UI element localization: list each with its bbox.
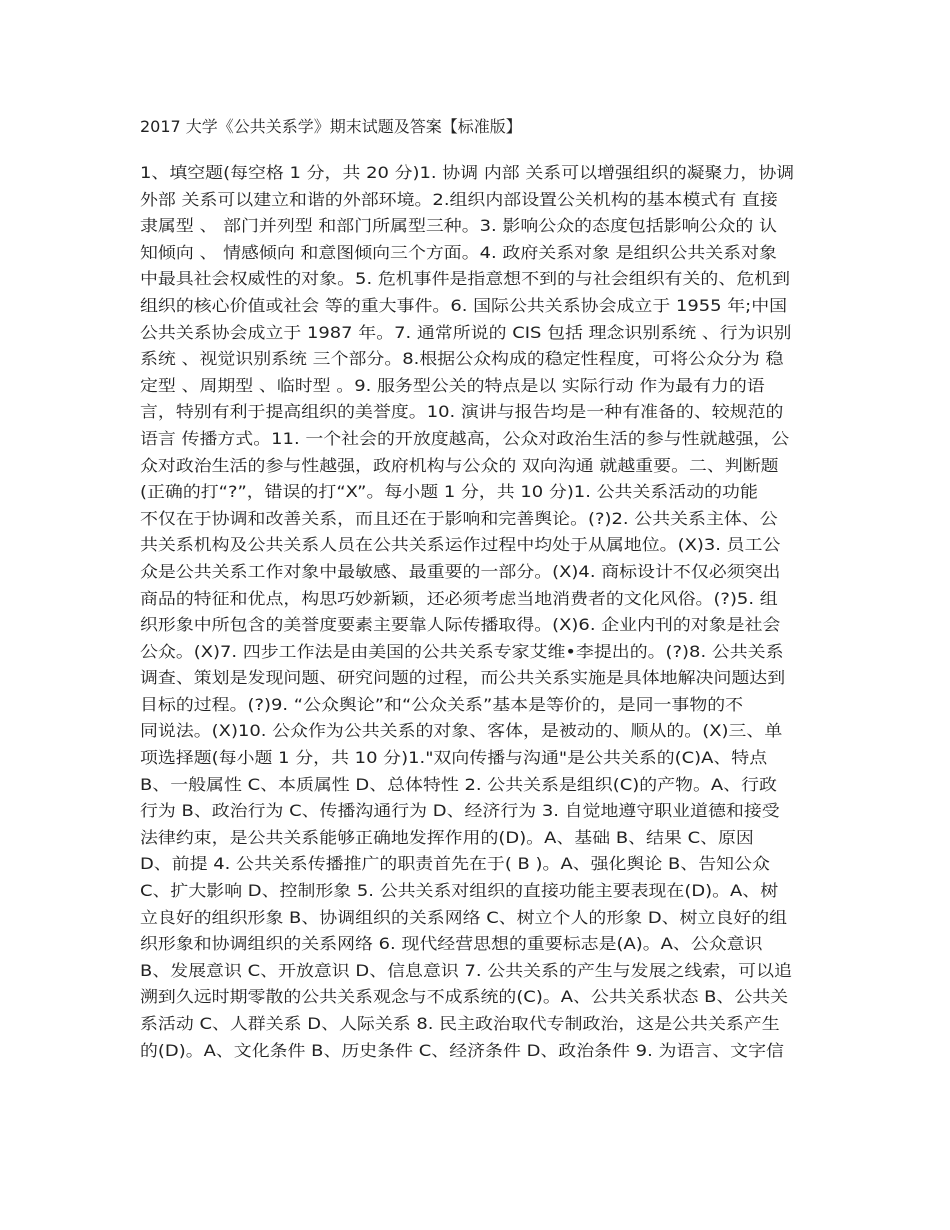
body-text-line: 公共关系协会成立于 1987 年。7. 通常所说的 CIS 包括 理念识别系统 、行为识别 <box>140 322 792 342</box>
body-text-line: 行为 B、政治行为 C、传播沟通行为 D、经济行为 3. 自觉地遵守职业道德和接受 <box>140 801 780 821</box>
body-text-line: 调查、策划是发现问题、研究问题的过程，而公共关系实施是具体地解决问题达到 <box>140 668 786 688</box>
body-text-line: D、前提 4. 公共关系传播推广的职责首先在于( B )。A、强化舆论 B、告知公众 <box>140 854 770 874</box>
body-text-line: 语言 传播方式。11. 一个社会的开放度越高，公众对政治生活的参与性就越强，公 <box>140 428 790 448</box>
body-text-line: 同说法。(X)10. 公众作为公共关系的对象、客体，是被动的、顺从的。(X)三、单 <box>140 721 783 741</box>
body-text-line: 目标的过程。(?)9. “公众舆论”和“公众关系”基本是等价的，是同一事物的不 <box>140 694 744 714</box>
body-text-line: 组织的核心价值或社会 等的重大事件。6. 国际公共关系协会成立于 1955 年;中国 <box>140 295 788 315</box>
body-text-line: (正确的打“?”，错误的打“X”。每小题 1 分，共 10 分)1. 公共关系活动的功能 <box>140 482 758 502</box>
document-title: 2017 大学《公共关系学》期末试题及答案【标准版】 <box>140 117 522 136</box>
body-text-line: 知倾向 、 情感倾向 和意图倾向三个方面。4. 政府关系对象 是组织公共关系对象 <box>140 242 777 262</box>
body-text-line: 法律约束，是公共关系能够正确地发挥作用的(D)。A、基础 B、结果 C、原因 <box>140 827 754 847</box>
body-text-line: 1、填空题(每空格 1 分，共 20 分)1. 协调 内部 关系可以增强组织的凝聚力，协调 <box>140 163 795 182</box>
body-text-line: 立良好的组织形象 B、协调组织的关系网络 C、树立个人的形象 D、树立良好的组 <box>140 907 788 927</box>
body-text-line: 项选择题(每小题 1 分，共 10 分)1."双向传播与沟通"是公共关系的(C)A、特点 <box>140 748 768 768</box>
body-text-line: 众是公共关系工作对象中最敏感、最重要的一部分。(X)4. 商标设计不仅必须突出 <box>140 561 781 581</box>
body-text-line: B、一般属性 C、本质属性 D、总体特性 2. 公共关系是组织(C)的产物。A、行政 <box>140 774 777 794</box>
body-text-line: 言，特别有利于提高组织的美誉度。10. 演讲与报告均是一种有准备的、较规范的 <box>140 402 784 422</box>
body-text-line: 众对政治生活的参与性越强，政府机构与公众的 双向沟通 就越重要。二、判断题 <box>140 455 779 475</box>
body-text-line: 系活动 C、人群关系 D、人际关系 8. 民主政治取代专制政治，这是公共关系产生 <box>140 1014 780 1033</box>
body-text-line: 共关系机构及公共关系人员在公共关系运作过程中均处于从属地位。(X)3. 员工公 <box>140 535 781 555</box>
body-text-line: 中最具社会权威性的对象。5. 危机事件是指意想不到的与社会组织有关的、危机到 <box>140 269 791 289</box>
body-text-line: 织形象中所包含的美誉度要素主要靠人际传播取得。(X)6. 企业内刊的对象是社会 <box>140 615 781 635</box>
body-text-line: 隶属型 、 部门并列型 和部门所属型三种。3. 影响公众的态度包括影响公众的 认 <box>140 216 777 236</box>
body-text-line: 定型 、周期型 、临时型 。9. 服务型公关的特点是以 实际行动 作为最有力的语 <box>140 375 765 395</box>
body-text-line: 外部 关系可以建立和谐的外部环境。2.组织内部设置公关机构的基本模式有 直接 <box>140 189 778 209</box>
body-text-line: 公众。(X)7. 四步工作法是由美国的公共关系专家艾维•李提出的。(?)8. 公共关系 <box>140 641 784 661</box>
body-text-line: 的(D)。A、文化条件 B、历史条件 C、经济条件 D、政治条件 9. 为语言、文字信 <box>140 1040 784 1060</box>
body-text-line: 不仅在于协调和改善关系，而且还在于影响和完善舆论。(?)2. 公共关系主体、公 <box>140 508 778 528</box>
body-text-line: 溯到久远时期零散的公共关系观念与不成系统的(C)。A、公共关系状态 B、公共关 <box>140 987 789 1007</box>
body-text-line: 商品的特征和优点，构思巧妙新颖，还必须考虑当地消费者的文化风俗。(?)5. 组 <box>140 588 778 608</box>
body-text-line: 织形象和协调组织的关系网络 6. 现代经营思想的重要标志是(A)。A、公众意识 <box>140 934 763 954</box>
body-text-line: 系统 、视觉识别系统 三个部分。8.根据公众构成的稳定性程度，可将公众分为 稳 <box>140 349 784 369</box>
body-text-line: C、扩大影响 D、控制形象 5. 公共关系对组织的直接功能主要表现在(D)。A、树 <box>140 881 779 901</box>
body-text-line: B、发展意识 C、开放意识 D、信息意识 7. 公共关系的产生与发展之线索，可以追 <box>140 960 792 980</box>
document-body <box>140 160 795 1064</box>
